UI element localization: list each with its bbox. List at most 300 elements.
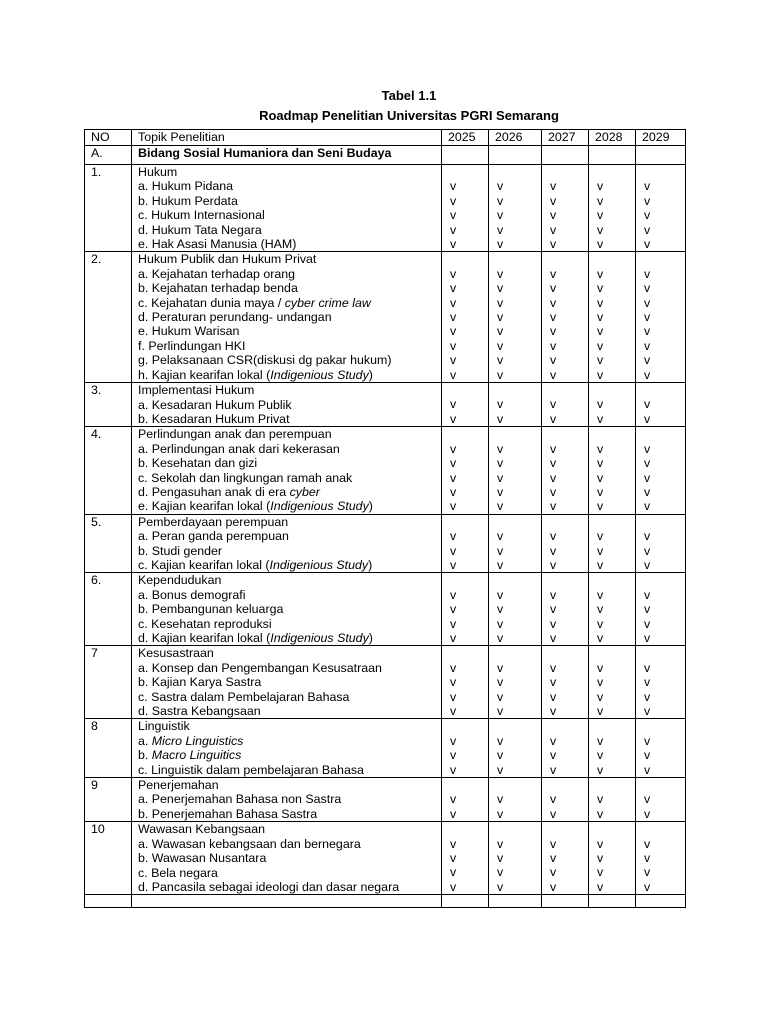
check-mark: v (497, 237, 504, 252)
check-mark: v (497, 660, 504, 675)
check-mark: v (597, 310, 604, 325)
check-mark: v (644, 470, 651, 485)
table-row (85, 514, 686, 573)
check-mark: v (550, 179, 557, 194)
table-title: Roadmap Penelitian Universitas PGRI Semarang (259, 108, 559, 123)
topic-item: b. Studi gender (138, 543, 223, 558)
check-mark: v (497, 851, 504, 866)
check-mark: v (497, 602, 504, 617)
section-no: A. (85, 146, 132, 165)
check-mark: v (597, 748, 604, 763)
check-mark: v (450, 222, 457, 237)
topic-item: c. Linguistik dalam pembelajaran Bahasa (138, 762, 364, 777)
check-mark: v (597, 338, 604, 353)
check-mark: v (550, 295, 557, 310)
check-mark: v (550, 689, 557, 704)
check-mark: v (497, 806, 504, 821)
check-mark: v (644, 851, 651, 866)
year-check-cell (636, 822, 686, 895)
check-mark: v (597, 836, 604, 851)
check-mark: v (450, 630, 457, 645)
topic-title: Perlindungan anak dan perempuan (138, 427, 332, 442)
topic-title: Hukum Publik dan Hukum Privat (138, 252, 317, 267)
check-mark: v (497, 295, 504, 310)
check-mark: v (550, 484, 557, 499)
topic-item: d. Peraturan perundang- undangan (138, 310, 332, 325)
topic-item: a. Micro Linguistics (138, 733, 244, 748)
check-mark: v (450, 324, 457, 339)
check-mark: v (550, 806, 557, 821)
check-mark: v (597, 441, 604, 456)
check-mark: v (550, 851, 557, 866)
topic-item: c. Kesehatan reproduksi (138, 616, 272, 631)
check-mark: v (597, 237, 604, 252)
check-mark: v (644, 281, 651, 296)
year-check-cell (589, 252, 636, 383)
year-check-cell (442, 165, 489, 252)
check-mark: v (597, 733, 604, 748)
year-check-cell (489, 646, 542, 719)
check-mark: v (597, 865, 604, 880)
check-mark: v (497, 748, 504, 763)
check-mark: v (450, 792, 457, 807)
table-row (85, 383, 686, 427)
check-mark: v (450, 689, 457, 704)
topic-title: Kependudukan (138, 573, 222, 588)
topic-title: Hukum (138, 165, 178, 179)
check-mark: v (644, 733, 651, 748)
header-year: 2027 (542, 130, 589, 146)
check-mark: v (644, 792, 651, 807)
topic-item: b. Kajian Karya Sastra (138, 675, 262, 690)
check-mark: v (550, 616, 557, 631)
year-check-cell (636, 646, 686, 719)
topic-item: d. Hukum Tata Negara (138, 222, 262, 237)
check-mark: v (644, 675, 651, 690)
topic-item: a. Peran ganda perempuan (138, 529, 289, 544)
check-mark: v (450, 704, 457, 719)
check-mark: v (644, 266, 651, 281)
row-number: 4. (85, 427, 132, 514)
check-mark: v (597, 704, 604, 719)
check-mark: v (497, 704, 504, 719)
topic-title: Wawasan Kebangsaan (138, 822, 265, 837)
check-mark: v (497, 879, 504, 894)
topic-item: b. Kesehatan dan gizi (138, 456, 258, 471)
check-mark: v (597, 193, 604, 208)
year-check-cell (489, 514, 542, 573)
check-mark: v (450, 266, 457, 281)
topic-item: a. Penerjemahan Bahasa non Sastra (138, 792, 342, 807)
check-mark: v (450, 208, 457, 223)
topic-item: b. Penerjemahan Bahasa Sastra (138, 806, 318, 821)
check-mark: v (644, 602, 651, 617)
check-mark: v (450, 851, 457, 866)
topic-item: b. Pembangunan keluarga (138, 602, 284, 617)
year-check-cell (489, 427, 542, 514)
check-mark: v (644, 353, 651, 368)
check-mark: v (644, 193, 651, 208)
topic-cell (132, 252, 442, 383)
check-mark: v (450, 281, 457, 296)
header-year: 2025 (442, 130, 489, 146)
check-mark: v (597, 557, 604, 572)
check-mark: v (597, 630, 604, 645)
topic-cell (132, 573, 442, 646)
check-mark: v (450, 675, 457, 690)
check-mark: v (597, 543, 604, 558)
check-mark: v (497, 324, 504, 339)
check-mark: v (497, 587, 504, 602)
check-mark: v (450, 295, 457, 310)
check-mark: v (497, 733, 504, 748)
check-mark: v (597, 851, 604, 866)
topic-item: a. Konsep dan Pengembangan Kesusatraan (138, 660, 382, 675)
check-mark: v (450, 806, 457, 821)
year-check-cell (589, 719, 636, 778)
year-check-cell (589, 646, 636, 719)
year-check-cell (442, 778, 489, 822)
check-mark: v (450, 499, 457, 514)
year-check-cell (542, 252, 589, 383)
year-check-cell (636, 383, 686, 427)
year-check-cell (542, 778, 589, 822)
year-check-cell (542, 514, 589, 573)
empty-row (85, 895, 686, 908)
check-mark: v (644, 557, 651, 572)
header-row (85, 130, 686, 146)
check-mark: v (497, 208, 504, 223)
check-mark: v (550, 441, 557, 456)
topic-cell (132, 778, 442, 822)
topic-cell (132, 383, 442, 427)
check-mark: v (597, 587, 604, 602)
check-mark: v (450, 338, 457, 353)
check-mark: v (644, 689, 651, 704)
check-mark: v (597, 762, 604, 777)
check-mark: v (597, 456, 604, 471)
check-mark: v (550, 792, 557, 807)
section-label: Bidang Sosial Humaniora dan Seni Budaya (132, 146, 442, 165)
topic-item: a. Kejahatan terhadap orang (138, 266, 296, 281)
check-mark: v (450, 543, 457, 558)
year-check-cell (442, 252, 489, 383)
roadmap-table (84, 129, 686, 908)
topic-item: b. Macro Linguitics (138, 748, 242, 763)
year-check-cell (442, 514, 489, 573)
check-mark: v (550, 411, 557, 426)
year-check-cell (589, 514, 636, 573)
check-mark: v (497, 310, 504, 325)
section-row (85, 146, 686, 165)
check-mark: v (550, 602, 557, 617)
check-mark: v (597, 792, 604, 807)
check-mark: v (597, 411, 604, 426)
check-mark: v (497, 441, 504, 456)
check-mark: v (644, 179, 651, 194)
check-mark: v (644, 237, 651, 252)
year-check-cell (542, 165, 589, 252)
check-mark: v (644, 295, 651, 310)
check-mark: v (497, 222, 504, 237)
check-mark: v (497, 179, 504, 194)
check-mark: v (450, 587, 457, 602)
check-mark: v (550, 281, 557, 296)
check-mark: v (644, 222, 651, 237)
check-mark: v (550, 587, 557, 602)
check-mark: v (644, 748, 651, 763)
check-mark: v (644, 879, 651, 894)
topic-item: a. Hukum Pidana (138, 179, 234, 194)
check-mark: v (644, 616, 651, 631)
year-check-cell (589, 778, 636, 822)
check-mark: v (550, 397, 557, 412)
topic-item: e. Hak Asasi Manusia (HAM) (138, 237, 297, 252)
check-mark: v (497, 616, 504, 631)
year-check-cell (589, 822, 636, 895)
table-row (85, 427, 686, 514)
topic-item: g. Pelaksanaan CSR(diskusi dg pakar hukum) (138, 353, 392, 368)
topic-item: b. Hukum Perdata (138, 193, 238, 208)
row-number: 9 (85, 778, 132, 822)
year-check-cell (489, 719, 542, 778)
year-check-cell (542, 573, 589, 646)
check-mark: v (550, 529, 557, 544)
year-check-cell (589, 427, 636, 514)
check-mark: v (597, 397, 604, 412)
table-row (85, 822, 686, 895)
year-check-cell (542, 383, 589, 427)
check-mark: v (450, 484, 457, 499)
check-mark: v (644, 499, 651, 514)
check-mark: v (550, 193, 557, 208)
year-check-cell (636, 514, 686, 573)
check-mark: v (450, 193, 457, 208)
table-row (85, 252, 686, 383)
topic-item: c. Bela negara (138, 865, 218, 880)
topic-item: b. Kejahatan terhadap benda (138, 281, 298, 296)
check-mark: v (550, 353, 557, 368)
check-mark: v (644, 704, 651, 719)
check-mark: v (644, 324, 651, 339)
check-mark: v (644, 441, 651, 456)
check-mark: v (550, 338, 557, 353)
topic-title: Penerjemahan (138, 778, 219, 793)
topic-cell (132, 514, 442, 573)
check-mark: v (597, 484, 604, 499)
check-mark: v (497, 266, 504, 281)
check-mark: v (644, 865, 651, 880)
check-mark: v (450, 470, 457, 485)
topic-item: c. Sastra dalam Pembelajaran Bahasa (138, 689, 350, 704)
check-mark: v (450, 557, 457, 572)
table-row (85, 778, 686, 822)
check-mark: v (550, 660, 557, 675)
check-mark: v (550, 367, 557, 382)
check-mark: v (497, 865, 504, 880)
year-check-cell (542, 427, 589, 514)
check-mark: v (450, 397, 457, 412)
topic-title: Linguistik (138, 719, 190, 734)
check-mark: v (550, 208, 557, 223)
year-check-cell (442, 719, 489, 778)
check-mark: v (597, 499, 604, 514)
year-check-cell (442, 822, 489, 895)
topic-title: Pemberdayaan perempuan (138, 514, 289, 529)
table-row (85, 573, 686, 646)
year-check-cell (489, 573, 542, 646)
topic-item: d. Pancasila sebagai ideologi dan dasar negara (138, 879, 400, 894)
year-check-cell (589, 165, 636, 252)
check-mark: v (550, 499, 557, 514)
check-mark: v (550, 865, 557, 880)
check-mark: v (644, 310, 651, 325)
year-check-cell (636, 252, 686, 383)
topic-cell (132, 646, 442, 719)
check-mark: v (644, 660, 651, 675)
header-year: 2028 (589, 130, 636, 146)
topic-cell (132, 165, 442, 252)
check-mark: v (644, 543, 651, 558)
table-row (85, 646, 686, 719)
check-mark: v (450, 529, 457, 544)
check-mark: v (550, 675, 557, 690)
year-check-cell (489, 252, 542, 383)
check-mark: v (597, 529, 604, 544)
check-mark: v (550, 266, 557, 281)
topic-item: a. Perlindungan anak dari kekerasan (138, 441, 340, 456)
topic-item: f. Perlindungan HKI (138, 338, 246, 353)
check-mark: v (450, 660, 457, 675)
topic-item: d. Kajian kearifan lokal (Indigenious Study) (138, 631, 373, 645)
year-check-cell (636, 165, 686, 252)
check-mark: v (597, 675, 604, 690)
check-mark: v (644, 484, 651, 499)
year-check-cell (489, 165, 542, 252)
row-number: 6. (85, 573, 132, 646)
topic-title: Implementasi Hukum (138, 383, 255, 398)
header-topic: Topik Penelitian (132, 130, 442, 146)
check-mark: v (497, 543, 504, 558)
year-check-cell (636, 719, 686, 778)
check-mark: v (450, 762, 457, 777)
check-mark: v (497, 484, 504, 499)
check-mark: v (497, 836, 504, 851)
check-mark: v (450, 310, 457, 325)
check-mark: v (597, 324, 604, 339)
check-mark: v (550, 470, 557, 485)
check-mark: v (597, 266, 604, 281)
check-mark: v (497, 557, 504, 572)
check-mark: v (450, 179, 457, 194)
check-mark: v (550, 704, 557, 719)
check-mark: v (597, 879, 604, 894)
check-mark: v (550, 836, 557, 851)
check-mark: v (550, 879, 557, 894)
check-mark: v (644, 587, 651, 602)
topic-item: a. Wawasan kebangsaan dan bernegara (138, 836, 361, 851)
table-caption: Tabel 1.1 (381, 88, 437, 103)
check-mark: v (550, 630, 557, 645)
topic-item: c. Hukum Internasional (138, 208, 265, 223)
topic-item: a. Kesadaran Hukum Publik (138, 397, 292, 412)
check-mark: v (497, 675, 504, 690)
check-mark: v (597, 222, 604, 237)
check-mark: v (550, 324, 557, 339)
check-mark: v (550, 310, 557, 325)
row-number: 3. (85, 383, 132, 427)
table-row (85, 719, 686, 778)
check-mark: v (550, 733, 557, 748)
check-mark: v (550, 456, 557, 471)
check-mark: v (597, 179, 604, 194)
topic-item: b. Kesadaran Hukum Privat (138, 411, 290, 426)
year-check-cell (442, 573, 489, 646)
check-mark: v (450, 879, 457, 894)
check-mark: v (497, 397, 504, 412)
year-check-cell (542, 822, 589, 895)
check-mark: v (497, 338, 504, 353)
year-check-cell (636, 427, 686, 514)
year-check-cell (489, 383, 542, 427)
check-mark: v (597, 689, 604, 704)
check-mark: v (450, 456, 457, 471)
topic-item: c. Sekolah dan lingkungan ramah anak (138, 470, 353, 485)
row-number: 7 (85, 646, 132, 719)
check-mark: v (497, 281, 504, 296)
check-mark: v (550, 762, 557, 777)
check-mark: v (597, 367, 604, 382)
topic-item: b. Wawasan Nusantara (138, 851, 267, 866)
year-check-cell (442, 427, 489, 514)
row-number: 5. (85, 514, 132, 573)
check-mark: v (644, 630, 651, 645)
check-mark: v (597, 616, 604, 631)
check-mark: v (550, 748, 557, 763)
year-check-cell (442, 383, 489, 427)
row-number: 10 (85, 822, 132, 895)
year-check-cell (589, 383, 636, 427)
topic-item: d. Sastra Kebangsaan (138, 704, 261, 719)
topic-item: e. Hukum Warisan (138, 324, 240, 339)
year-check-cell (636, 573, 686, 646)
check-mark: v (450, 602, 457, 617)
check-mark: v (450, 353, 457, 368)
check-mark: v (450, 411, 457, 426)
check-mark: v (450, 367, 457, 382)
check-mark: v (497, 792, 504, 807)
topic-cell (132, 427, 442, 514)
check-mark: v (450, 865, 457, 880)
check-mark: v (597, 660, 604, 675)
topic-item: c. Kejahatan dunia maya / cyber crime law (138, 295, 371, 310)
check-mark: v (497, 456, 504, 471)
row-number: 2. (85, 252, 132, 383)
topic-cell (132, 822, 442, 895)
table-row (85, 165, 686, 252)
year-check-cell (542, 646, 589, 719)
header-no: NO (85, 130, 132, 146)
check-mark: v (550, 543, 557, 558)
check-mark: v (644, 411, 651, 426)
row-number: 8 (85, 719, 132, 778)
check-mark: v (450, 748, 457, 763)
check-mark: v (644, 208, 651, 223)
check-mark: v (597, 208, 604, 223)
year-check-cell (489, 778, 542, 822)
check-mark: v (497, 529, 504, 544)
check-mark: v (497, 411, 504, 426)
